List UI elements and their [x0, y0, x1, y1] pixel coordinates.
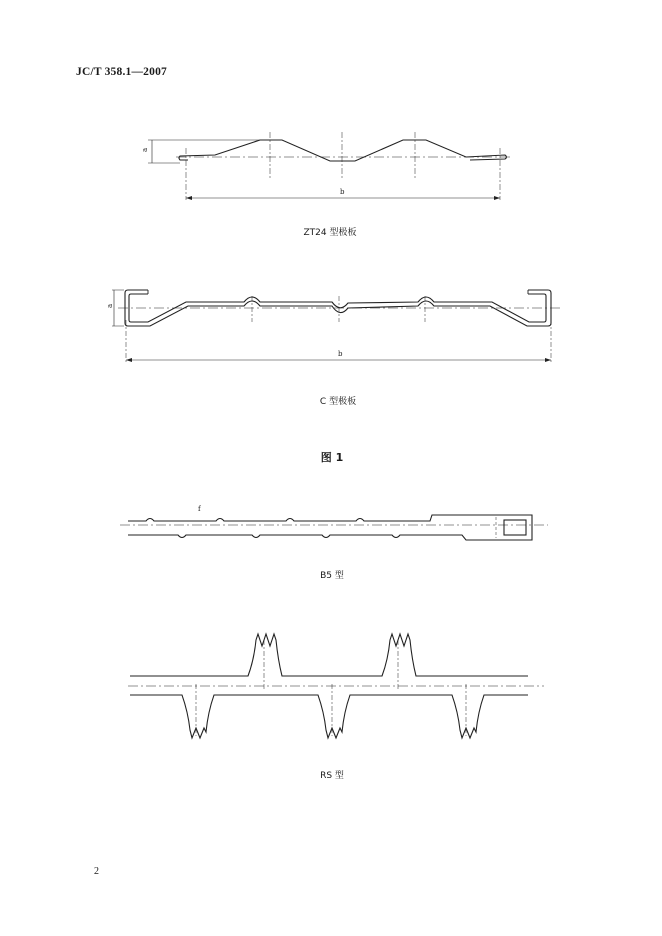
rs-profile-drawing	[128, 634, 544, 738]
zt24-width-dim-label: b	[340, 188, 345, 196]
c-type-profile-drawing	[112, 290, 560, 362]
standard-code-header: JC/T 358.1—2007	[76, 66, 167, 78]
rs-caption: RS 型	[320, 771, 344, 781]
zt24-caption: ZT24 型极板	[303, 228, 357, 238]
figure-1-label: 图 1	[320, 451, 344, 464]
c-type-caption: C 型极板	[319, 397, 357, 407]
zt24-height-dim-label: a	[141, 147, 149, 152]
b5-profile-drawing	[120, 515, 548, 540]
c-type-width-dim-label: b	[338, 350, 343, 358]
page-number: 2	[94, 866, 99, 877]
c-type-height-dim-label: a	[106, 303, 114, 308]
b5-caption: B5 型	[320, 571, 344, 581]
zt24-profile-drawing	[148, 132, 510, 200]
b5-mark-label: f	[198, 505, 201, 513]
